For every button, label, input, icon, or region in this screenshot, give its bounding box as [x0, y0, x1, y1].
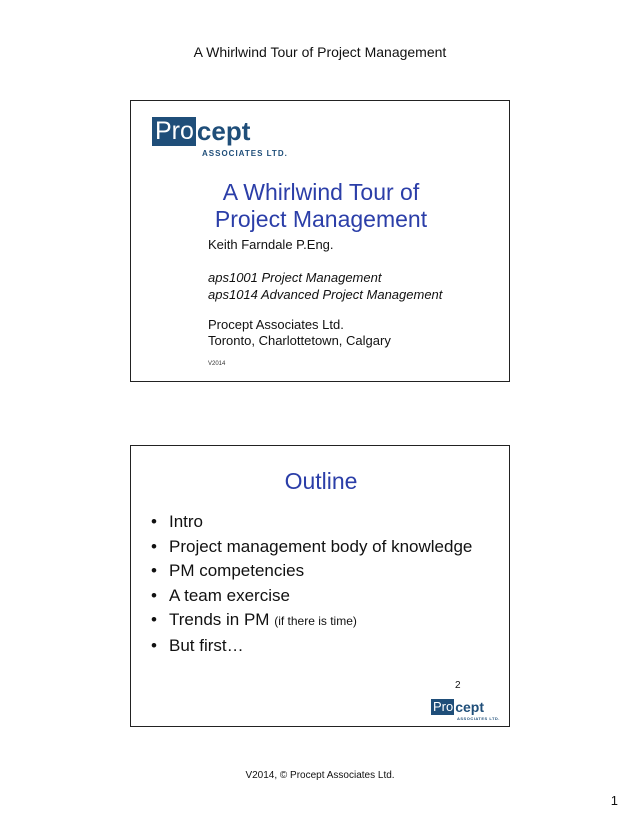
- bullet-icon: •: [151, 561, 157, 580]
- bullet-icon: •: [151, 635, 157, 655]
- outline-item: [151, 510, 472, 535]
- logo-subtitle: ASSOCIATES LTD.: [202, 149, 288, 158]
- outline-item-text: Project management body of knowledge: [169, 536, 473, 556]
- slide-version: V2014: [208, 361, 226, 367]
- outline-item: [151, 559, 472, 584]
- author: Keith Farndale P.Eng.: [208, 237, 334, 252]
- slide-1-title-line-1: A Whirlwind Tour of: [222, 179, 420, 205]
- course-2: aps1014 Advanced Project Management: [208, 287, 443, 302]
- slide-2: [130, 445, 510, 727]
- slide-2-title: Outline: [284, 468, 358, 494]
- logo-pro-text: Pro: [433, 699, 454, 714]
- outline-item-text: Intro: [169, 512, 204, 531]
- outline-item: [151, 608, 472, 634]
- outline-item: [151, 535, 472, 560]
- slide-number: 2: [455, 680, 461, 691]
- bullet-icon: •: [151, 512, 157, 531]
- slide-1: [130, 100, 510, 382]
- procept-logo: [152, 117, 288, 158]
- page-footer: V2014, © Procept Associates Ltd.: [245, 770, 395, 781]
- outline-item: [151, 584, 472, 609]
- logo-cept-text: cept: [196, 116, 251, 146]
- outline-item-text: Trends in PM: [169, 610, 270, 629]
- logo-subtitle: ASSOCIATES LTD.: [457, 716, 500, 721]
- locations: Toronto, Charlottetown, Calgary: [208, 333, 391, 348]
- outline-item-aside: (if there is time): [274, 614, 357, 628]
- outline-item-text: A team exercise: [169, 585, 290, 605]
- page-number: 1: [610, 793, 618, 808]
- outline-item: [151, 634, 472, 659]
- logo-cept-text: cept: [455, 699, 485, 715]
- outline-item-text: But first…: [169, 635, 244, 655]
- bullet-icon: •: [151, 585, 157, 605]
- slide-1-title-line-2: Project Management: [214, 206, 428, 232]
- organization: Procept Associates Ltd.: [208, 317, 344, 332]
- outline-item-text: PM competencies: [169, 561, 305, 580]
- outline-list: [151, 510, 472, 658]
- bullet-icon: •: [151, 610, 157, 629]
- bullet-icon: •: [151, 536, 157, 556]
- procept-logo-small: [431, 699, 500, 721]
- page-header: A Whirlwind Tour of Project Management: [193, 44, 447, 60]
- logo-pro-text: Pro: [152, 117, 196, 146]
- slide-1-title: [131, 179, 511, 233]
- course-1: aps1001 Project Management: [208, 270, 382, 285]
